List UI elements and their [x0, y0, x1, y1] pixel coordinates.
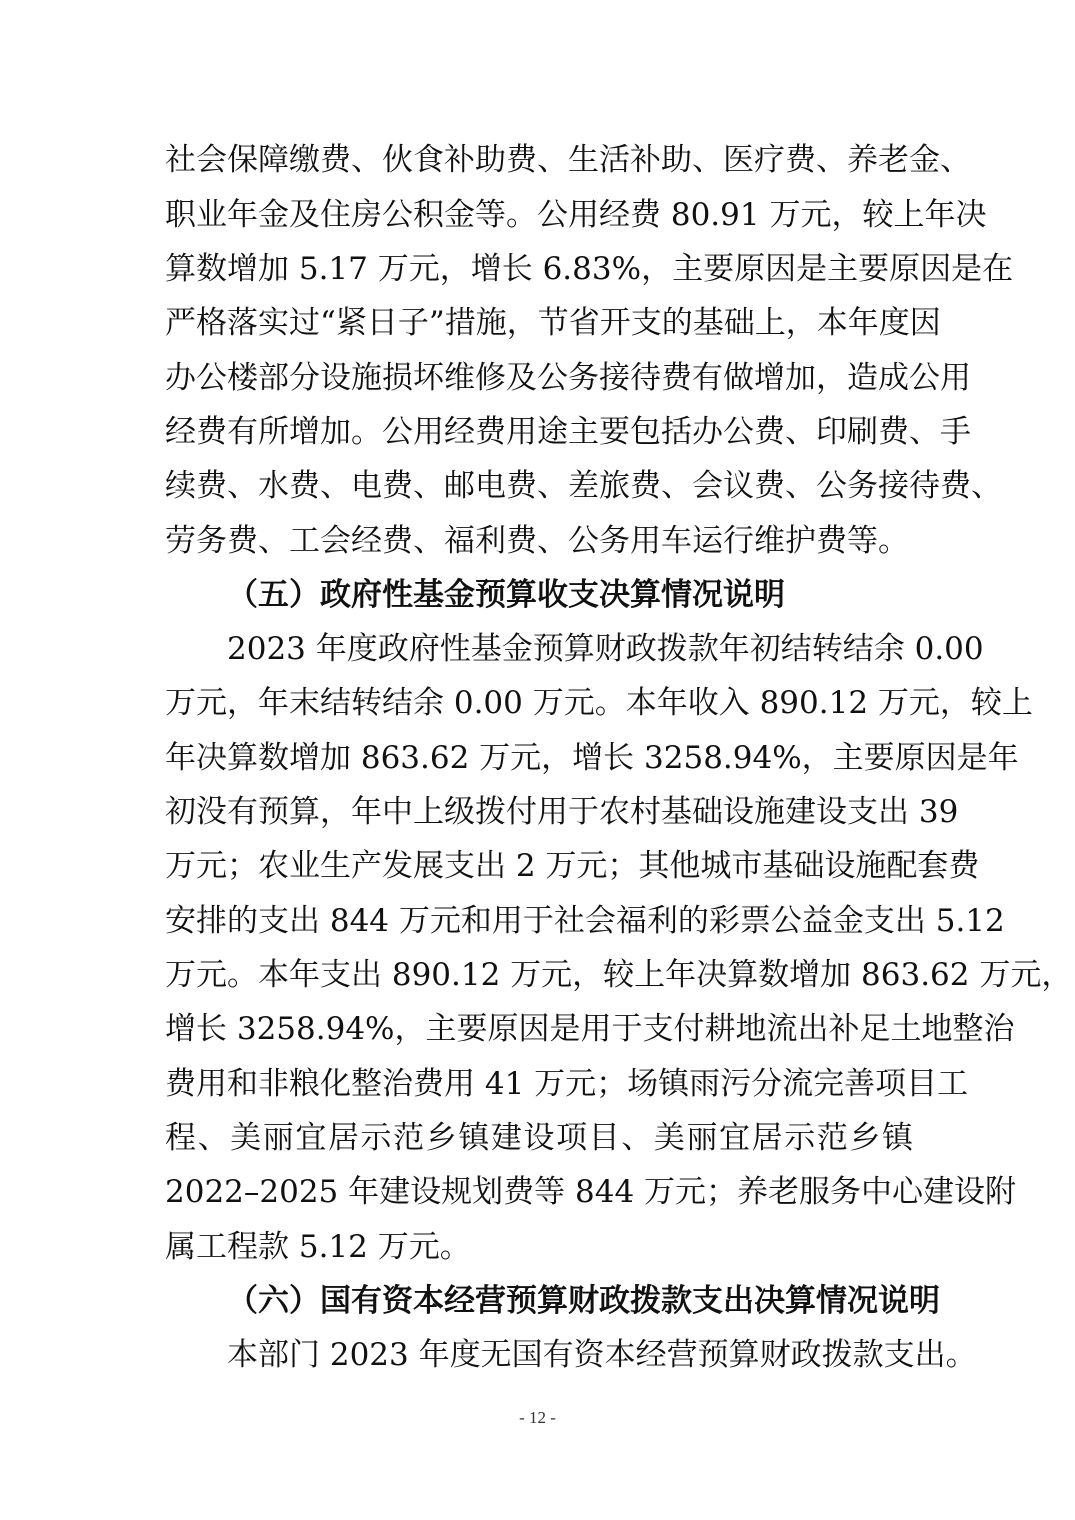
paragraph-line: 严格落实过“紧日子”措施，节省开支的基础上，本年度因 — [165, 305, 941, 341]
paragraph-line: 安排的支出 844 万元和用于社会福利的彩票公益金支出 5.12 — [165, 903, 1005, 939]
page-number: - 12 - — [519, 1408, 556, 1427]
paragraph-line: 费用和非粮化整治费用 41 万元；场镇雨污分流完善项目工 — [165, 1066, 969, 1102]
section-heading-6: （六）国有资本经营预算财政拨款支出决算情况说明 — [227, 1283, 940, 1319]
paragraph-line: 2022–2025 年建设规划费等 844 万元；养老服务中心建设附 — [165, 1174, 1017, 1210]
paragraph-line: 增长 3258.94%，主要原因是用于支付耕地流出补足土地整治 — [165, 1011, 1015, 1047]
paragraph-line: 办公楼部分设施损坏维修及公务接待费有做增加，造成公用 — [165, 360, 971, 396]
paragraph-line: 初没有预算，年中上级拨付用于农村基础设施建设支出 39 — [165, 794, 959, 830]
paragraph-line: 属工程款 5.12 万元。 — [165, 1229, 471, 1265]
paragraph-line: 万元，年末结转结余 0.00 万元。本年收入 890.12 万元，较上 — [165, 685, 1033, 721]
paragraph-line: 经费有所增加。公用经费用途主要包括办公费、印刷费、手 — [165, 414, 971, 450]
paragraph-line: 续费、水费、电费、邮电费、差旅费、会议费、公务接待费、 — [165, 468, 1002, 504]
paragraph-line: 职业年金及住房公积金等。公用经费 80.91 万元，较上年决 — [165, 197, 987, 233]
paragraph-line: 程、美丽宜居示范乡镇建设项目、美丽宜居示范乡镇 — [165, 1120, 913, 1156]
paragraph-line: 本部门 2023 年度无国有资本经营预算财政拨款支出。 — [227, 1337, 977, 1373]
paragraph-line: 2023 年度政府性基金预算财政拨款年初结转结余 0.00 — [227, 631, 984, 667]
paragraph-line: 劳务费、工会经费、福利费、公务用车运行维护费等。 — [165, 523, 909, 559]
paragraph-line: 万元；农业生产发展支出 2 万元；其他城市基础设施配套费 — [165, 848, 980, 884]
paragraph-line: 算数增加 5.17 万元，增长 6.83%，主要原因是主要原因是在 — [165, 251, 1014, 287]
paragraph-line: 万元。本年支出 890.12 万元，较上年决算数增加 863.62 万元， — [165, 957, 1073, 993]
paragraph-line: 年决算数增加 863.62 万元，增长 3258.94%，主要原因是年 — [165, 740, 1019, 776]
paragraph-line: 社会保障缴费、伙食补助费、生活补助、医疗费、养老金、 — [165, 142, 971, 178]
section-heading-5: （五）政府性基金预算收支决算情况说明 — [227, 577, 785, 613]
